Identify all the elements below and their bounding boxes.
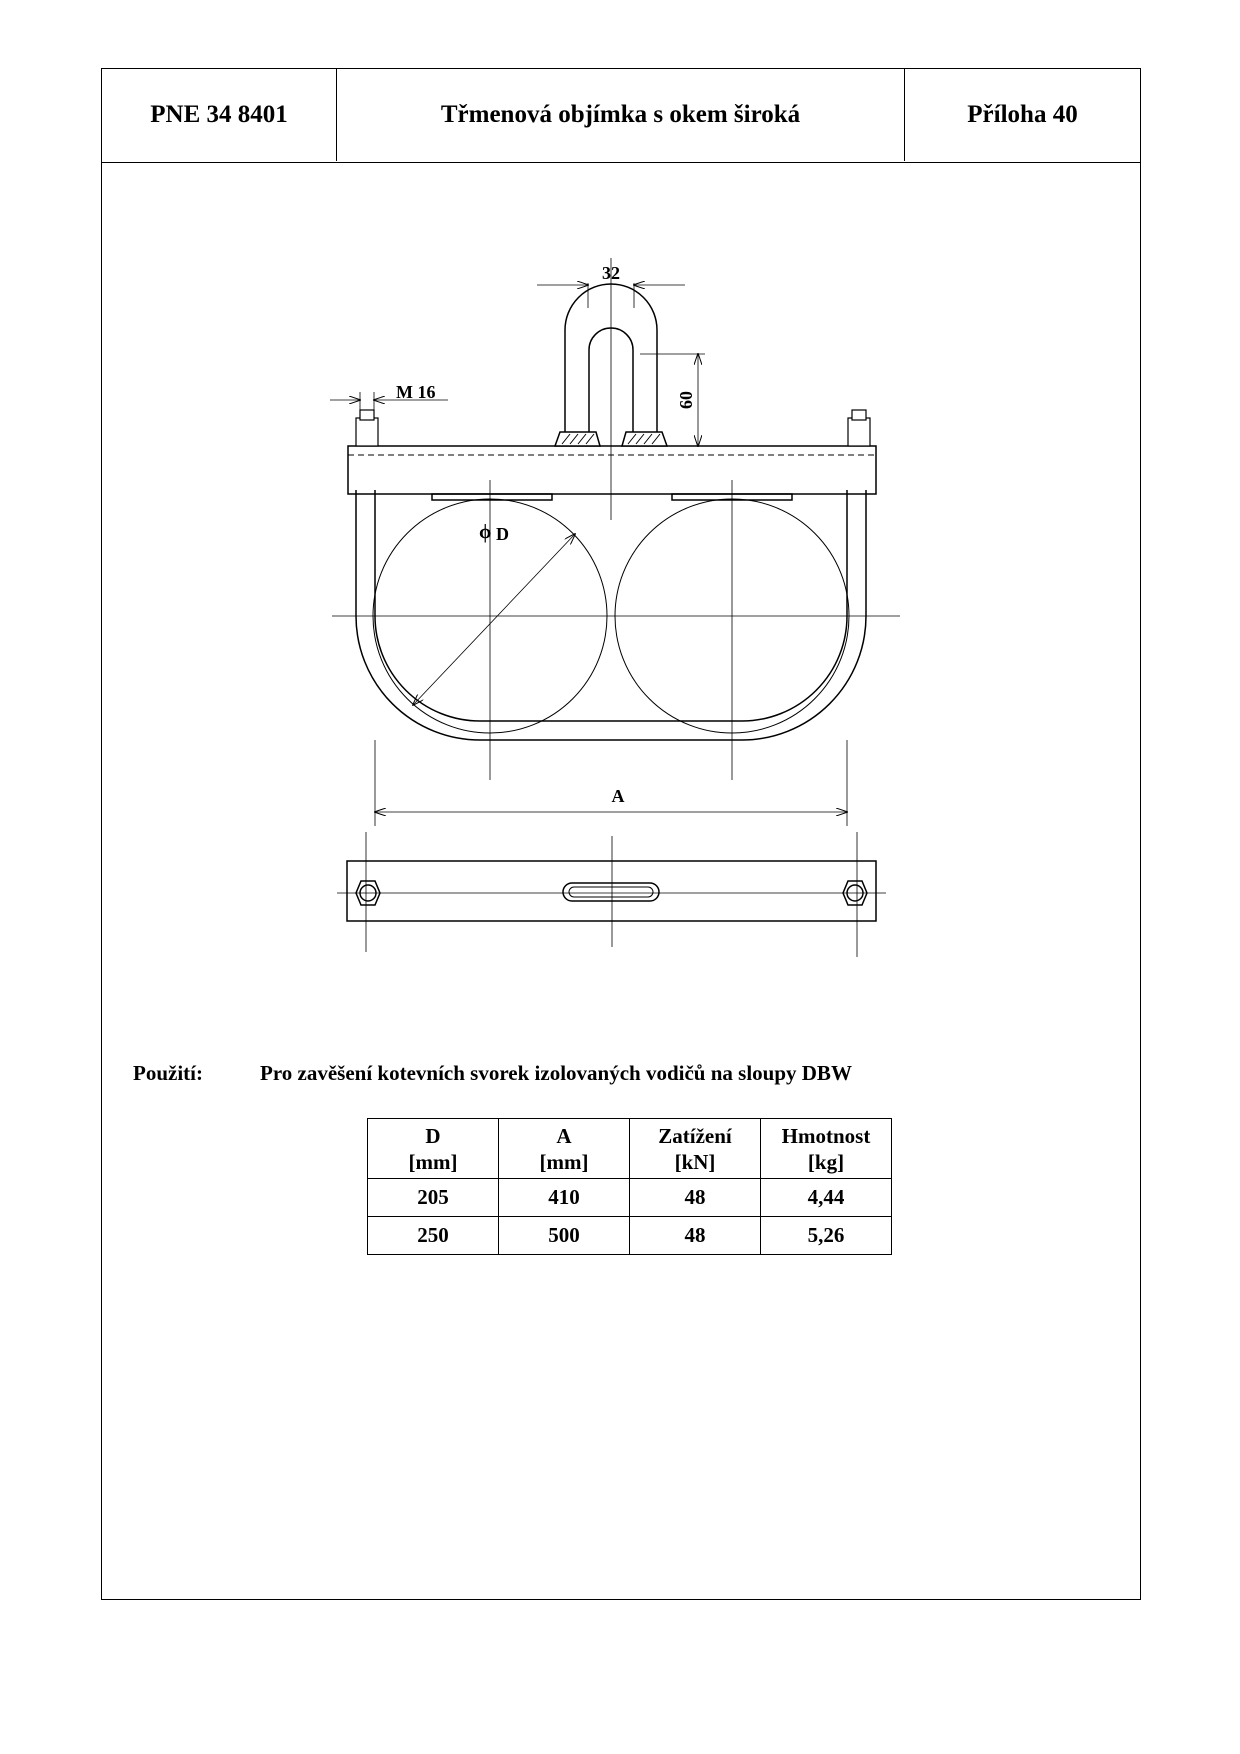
dim-eye-height-label: 60	[676, 391, 696, 409]
dim-bolt-label: M 16	[396, 382, 436, 402]
table-cell: 410	[499, 1179, 630, 1217]
plan-view-center-lines	[337, 832, 886, 957]
diameter-symbol: ϕ	[479, 521, 492, 543]
u-bolt-stirrup	[356, 490, 866, 740]
header-cell-d: D [mm]	[368, 1119, 499, 1179]
table-cell: 500	[499, 1217, 630, 1255]
table-cell: 5,26	[761, 1217, 892, 1255]
table-cell: 205	[368, 1179, 499, 1217]
table-row	[368, 1217, 892, 1255]
table-cell: 4,44	[761, 1179, 892, 1217]
annex-number: Příloha 40	[967, 101, 1078, 128]
table-row	[368, 1179, 892, 1217]
header-cell-a: A [mm]	[499, 1119, 630, 1179]
header-cell-weight: Hmotnost [kg]	[761, 1119, 892, 1179]
bolt-nuts	[356, 410, 870, 446]
table-cell: 250	[368, 1217, 499, 1255]
center-lines	[332, 258, 900, 780]
dim-diameter-label: D	[496, 524, 509, 544]
usage-label: Použití:	[133, 1061, 203, 1085]
table-header-row	[368, 1119, 892, 1179]
parameters-table	[367, 1118, 892, 1255]
dim-span-label: A	[611, 786, 625, 806]
table-cell: 48	[630, 1179, 761, 1217]
plan-view	[347, 861, 876, 921]
document-title: Třmenová objímka s okem široká	[337, 69, 905, 161]
usage-text: Pro zavěšení kotevních svorek izolovaných vodičů na sloupy DBW	[260, 1061, 852, 1085]
crossbar	[348, 446, 876, 500]
dim-eye-width-label: 32	[602, 263, 620, 283]
table-cell: 48	[630, 1217, 761, 1255]
standard-number: PNE 34 8401	[102, 69, 337, 161]
header-cell-load: Zatížení [kN]	[630, 1119, 761, 1179]
